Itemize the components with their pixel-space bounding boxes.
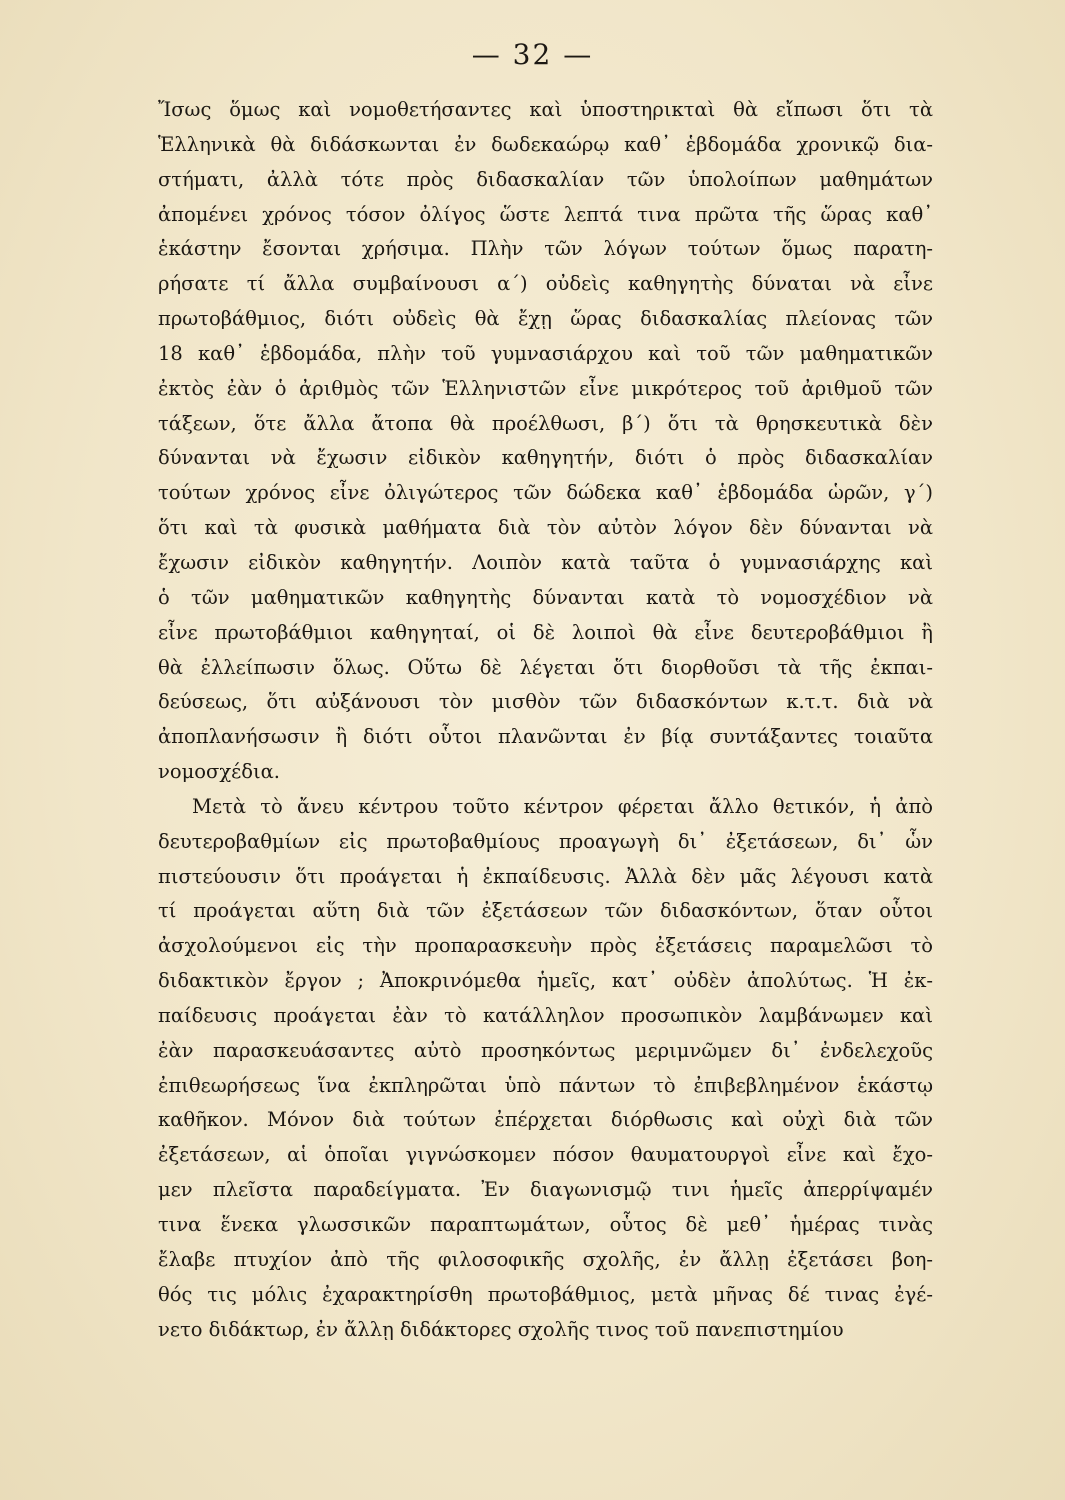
page-number: — 32 — — [471, 38, 594, 71]
text-line: πιστεύουσιν ὅτι προάγεται ἡ ἐκπαίδευσις. Ἀλλὰ δὲν μᾶς λέγουσι κατὰ — [158, 864, 933, 888]
text-line: θός τις μόλις ἐχαρακτηρίσθη πρωτοβάθμιος, μετὰ μῆνας δέ τινας ἐγέ- — [158, 1282, 933, 1306]
text-line: δύνανται νὰ ἔχωσιν εἰδικὸν καθηγητήν, διότι ὁ πρὸς διδασκαλίαν — [158, 446, 933, 470]
text-line: Ἑλληνικὰ θὰ διδάσκωνται ἐν δωδεκαώρῳ καθ᾽ ἑβδομάδα χρονικῷ δια- — [158, 132, 933, 156]
text-line: νετο διδάκτωρ, ἐν ἄλλῃ διδάκτορες σχολῆς τινος τοῦ πανεπιστημίου — [158, 1317, 844, 1341]
text-line: ἀπομένει χρόνος τόσον ὀλίγος ὥστε λεπτά τινα πρῶτα τῆς ὥρας καθ᾽ — [158, 202, 933, 226]
text-line: ἐὰν παρασκευάσαντες αὐτὸ προσηκόντως μεριμνῶμεν δι᾽ ἐνδελεχοῦς — [158, 1038, 933, 1062]
text-line: ἔλαβε πτυχίον ἀπὸ τῆς φιλοσοφικῆς σχολῆς, ἐν ἄλλῃ ἐξετάσει βοη- — [158, 1247, 933, 1271]
text-line: τί προάγεται αὕτη διὰ τῶν ἐξετάσεων τῶν διδασκόντων, ὅταν οὗτοι — [158, 899, 933, 923]
text-line: Ἴσως ὅμως καὶ νομοθετήσαντες καὶ ὑποστηρικταὶ θὰ εἴπωσι ὅτι τὰ — [158, 98, 933, 121]
text-line: νομοσχέδια. — [158, 760, 280, 784]
text-line: καθῆκον. Μόνον διὰ τούτων ἐπέρχεται διόρθωσις καὶ οὐχὶ διὰ τῶν — [158, 1108, 933, 1132]
text-line: ρήσατε τί ἄλλα συμβαίνουσι α΄) οὐδεὶς καθηγητὴς δύναται νὰ εἶνε — [158, 272, 933, 296]
text-line: δεύσεως, ὅτι αὐξάνουσι τὸν μισθὸν τῶν διδασκόντων κ.τ.τ. διὰ νὰ — [158, 690, 933, 714]
text-line: ὅτι καὶ τὰ φυσικὰ μαθήματα διὰ τὸν αὐτὸν λόγον δὲν δύνανται νὰ — [158, 516, 933, 540]
text-line: πρωτοβάθμιος, διότι οὐδεὶς θὰ ἔχῃ ὥρας διδασκαλίας πλείονας τῶν — [158, 307, 933, 331]
text-line: ἑκάστην ἔσονται χρήσιμα. Πλὴν τῶν λόγων τούτων ὅμως παρατη- — [158, 237, 933, 261]
text-line: στήματι, ἀλλὰ τότε πρὸς διδασκαλίαν τῶν ὑπολοίπων μαθημάτων — [158, 167, 933, 191]
paragraph — [158, 790, 933, 1348]
text-line: ἔχωσιν εἰδικὸν καθηγητήν. Λοιπὸν κατὰ ταῦτα ὁ γυμνασιάρχης καὶ — [158, 550, 933, 574]
paragraph — [158, 93, 933, 790]
text-line: ἐπιθεωρήσεως ἵνα ἐκπληρῶται ὑπὸ πάντων τὸ ἐπιβεβλημένον ἑκάστῳ — [158, 1073, 933, 1097]
text-line: 18 καθ᾽ ἑβδομάδα, πλὴν τοῦ γυμνασιάρχου καὶ τοῦ τῶν μαθηματικῶν — [158, 341, 933, 365]
text-line: ὁ τῶν μαθηματικῶν καθηγητὴς δύνανται κατὰ τὸ νομοσχέδιον νὰ — [158, 585, 933, 609]
text-line: παίδευσις προάγεται ἐὰν τὸ κατάλληλον προσωπικὸν λαμβάνωμεν καὶ — [158, 1003, 933, 1027]
text-line: ἀσχολούμενοι εἰς τὴν προπαρασκευὴν πρὸς ἐξετάσεις παραμελῶσι τὸ — [158, 934, 933, 958]
text-line: τινα ἕνεκα γλωσσικῶν παραπτωμάτων, οὗτος δὲ μεθ᾽ ἡμέρας τινὰς — [158, 1213, 933, 1236]
text-line: εἶνε πρωτοβάθμιοι καθηγηταί, οἱ δὲ λοιποὶ θὰ εἶνε δευτεροβάθμιοι ἢ — [158, 620, 933, 644]
text-line: τάξεων, ὅτε ἄλλα ἄτοπα θὰ προέλθωσι, β΄) ὅτι τὰ θρησκευτικὰ δὲν — [158, 411, 933, 435]
text-line: ἀποπλανήσωσιν ἢ διότι οὗτοι πλανῶνται ἐν βίᾳ συντάξαντες τοιαῦτα — [158, 725, 933, 749]
text-line: ἐξετάσεων, αἱ ὁποῖαι γιγνώσκομεν πόσον θαυματουργοὶ εἶνε καὶ ἔχο- — [158, 1143, 933, 1167]
text-line: διδακτικὸν ἔργον ; Ἀποκρινόμεθα ἡμεῖς, κατ᾽ οὐδὲν ἀπολύτως. Ἡ ἐκ- — [158, 969, 933, 993]
text-line: Μετὰ τὸ ἄνευ κέντρου τοῦτο κέντρον φέρεται ἄλλο θετικόν, ἡ ἀπὸ — [192, 794, 933, 818]
text-line: ἐκτὸς ἐὰν ὁ ἀριθμὸς τῶν Ἑλληνιστῶν εἶνε μικρότερος τοῦ ἀριθμοῦ τῶν — [158, 376, 933, 400]
text-line: θὰ ἐλλείπωσιν ὅλως. Οὕτω δὲ λέγεται ὅτι διορθοῦσι τὰ τῆς ἐκπαι- — [158, 655, 933, 679]
text-line: τούτων χρόνος εἶνε ὀλιγώτερος τῶν δώδεκα καθ᾽ ἑβδομάδα ὡρῶν, γ΄) — [158, 481, 933, 505]
text-line: δευτεροβαθμίων εἰς πρωτοβαθμίους προαγωγὴ δι᾽ ἐξετάσεων, δι᾽ ὧν — [158, 829, 933, 853]
text-line: μεν πλεῖστα παραδείγματα. Ἐν διαγωνισμῷ τινι ἡμεῖς ἀπερρίψαμέν — [158, 1178, 933, 1202]
text-body — [158, 93, 933, 1347]
